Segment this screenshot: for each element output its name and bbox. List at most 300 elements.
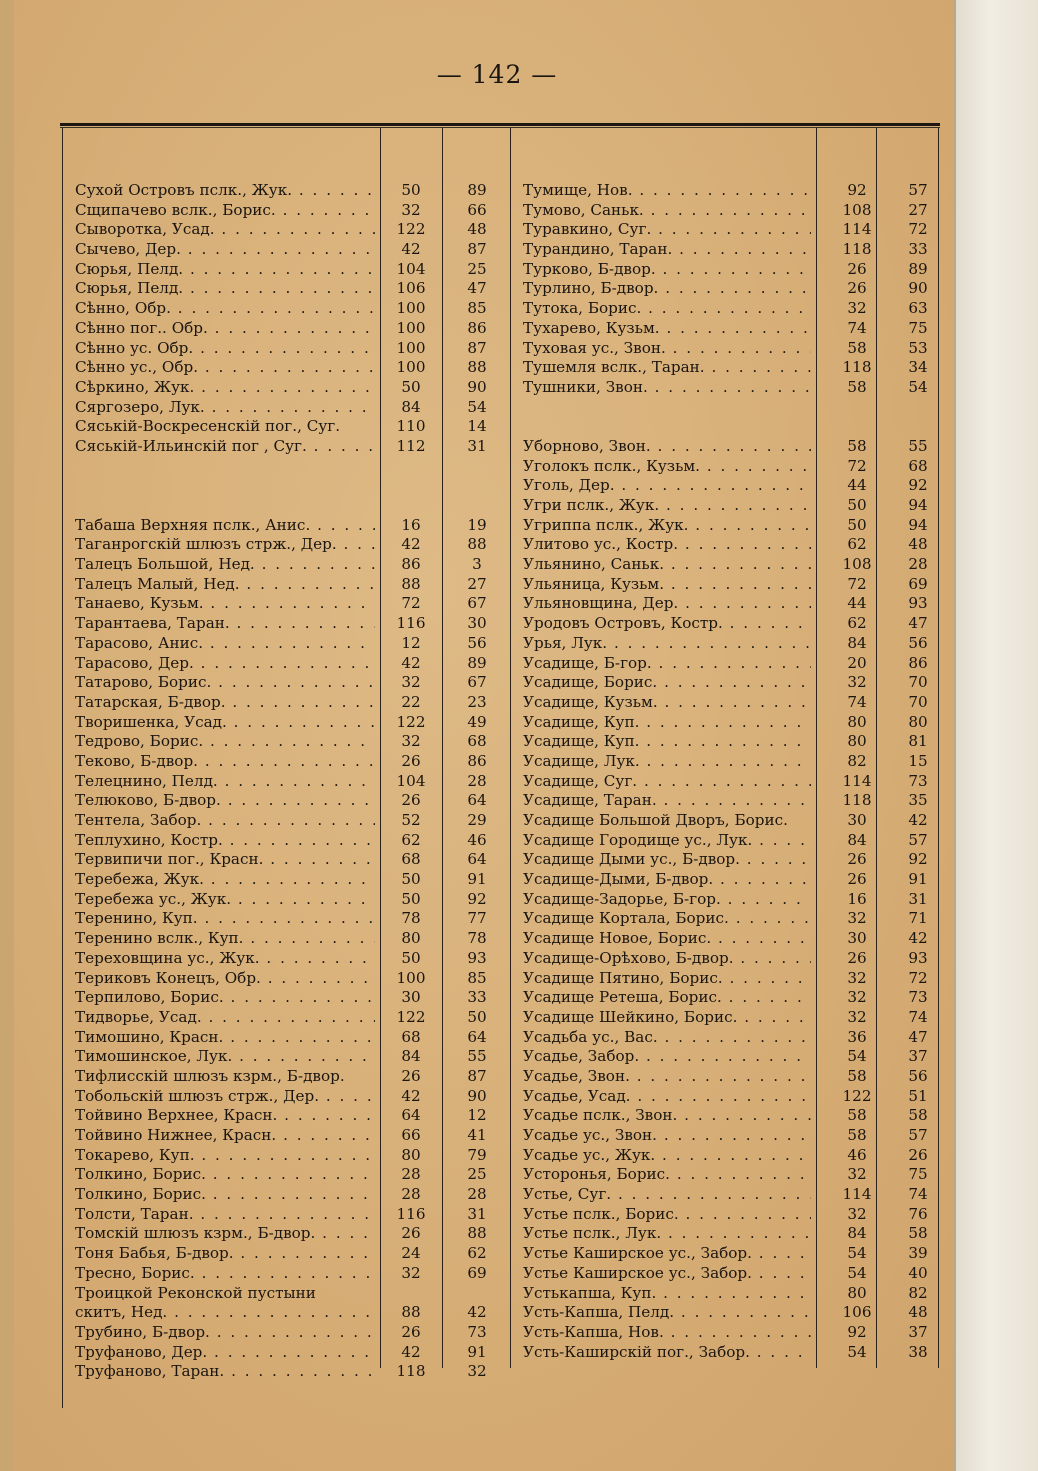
index-entry — [75, 437, 515, 457]
index-entry — [75, 240, 515, 260]
entry-number-a: 50 — [401, 870, 421, 889]
entry-number-a: 116 — [396, 614, 426, 633]
entry-number-b: 49 — [467, 712, 487, 731]
entry-number-a: 26 — [847, 279, 867, 298]
index-entry — [523, 969, 943, 989]
entry-number-b: 93 — [908, 594, 928, 613]
entry-number-b: 64 — [467, 791, 487, 810]
entry-name: Тидворье, Усад. . . . — [75, 1008, 375, 1028]
entry-number-a: 52 — [401, 811, 421, 829]
entry-number-b: 31 — [908, 889, 928, 908]
entry-number-a: 26 — [401, 1224, 421, 1243]
entry-number-b: 92 — [467, 889, 487, 908]
entry-number-a: 22 — [401, 692, 421, 711]
entry-number-b: 88 — [467, 358, 487, 377]
entry-number-b: 94 — [908, 515, 928, 534]
index-entry — [523, 1146, 943, 1166]
entry-number-b: 89 — [908, 259, 928, 278]
index-entry — [75, 693, 515, 713]
entry-number-b: 73 — [908, 771, 928, 790]
entry-name: Сщипачево вслк., Борис. . . . — [75, 201, 375, 221]
index-entry — [523, 201, 943, 221]
entry-number-b: 38 — [908, 1342, 928, 1361]
entry-number-b: 48 — [908, 1303, 928, 1322]
entry-name: Тедрово, Борис. . . . — [75, 732, 375, 752]
entry-number-b: 57 — [908, 830, 928, 849]
entry-name: Тумище, Нов. . . . — [523, 181, 811, 201]
index-entry — [75, 614, 515, 634]
entry-number-a: 58 — [847, 1106, 867, 1125]
column-divider — [62, 128, 63, 1408]
entry-name: Усадище-Дыми, Б-двор. . . . — [523, 870, 811, 890]
entry-name: Тарантаева, Таран. . . . — [75, 614, 375, 634]
entry-number-b: 47 — [467, 279, 487, 298]
entry-name: Уродовъ Островъ, Костр. . . . — [523, 614, 811, 634]
entry-number-b: 63 — [908, 299, 928, 318]
entry-number-b: 19 — [467, 515, 487, 534]
entry-name: Устье Каширское ус., Забор. . . . — [523, 1264, 811, 1284]
index-entry — [523, 220, 943, 240]
entry-name: Тумово, Саньк. . . . — [523, 201, 811, 221]
entry-name: Тимошино, Красн. . . . — [75, 1028, 375, 1048]
index-entry — [75, 732, 515, 752]
entry-number-a: 84 — [401, 397, 421, 416]
entry-number-a: 100 — [396, 968, 426, 987]
entry-number-a: 104 — [396, 259, 426, 278]
index-entry — [523, 870, 943, 890]
blank-row — [523, 398, 943, 418]
entry-name: Трубино, Б-двор. . . . — [75, 1323, 375, 1343]
entry-number-b: 42 — [908, 811, 928, 829]
index-entry — [75, 417, 515, 437]
entry-name: Турандино, Таран. . . . — [523, 240, 811, 260]
entry-name: Турлино, Б-двор. . . . — [523, 279, 811, 299]
index-entry — [523, 476, 943, 496]
index-entry — [523, 634, 943, 654]
entry-number-a: 92 — [847, 181, 867, 199]
entry-name: Улитово ус., Костр. . . . — [523, 535, 811, 555]
top-rule-thin — [60, 127, 940, 128]
entry-name: Туховая ус., Звон. . . . — [523, 339, 811, 359]
index-entry — [523, 949, 943, 969]
index-entry — [523, 831, 943, 851]
entry-name: Толкино, Борис. . . . — [75, 1165, 375, 1185]
entry-number-a: 118 — [842, 240, 872, 259]
index-entry — [523, 713, 943, 733]
index-entry — [75, 535, 515, 555]
entry-number-b: 94 — [908, 496, 928, 514]
index-entry — [75, 1244, 515, 1264]
entry-number-a: 118 — [842, 791, 872, 810]
entry-number-b: 64 — [467, 1027, 487, 1046]
entry-number-b: 87 — [467, 240, 487, 259]
entry-number-b: 79 — [467, 1145, 487, 1164]
entry-number-a: 26 — [847, 870, 867, 889]
entry-number-a: 30 — [847, 929, 867, 948]
entry-number-a: 116 — [396, 1204, 426, 1223]
entry-number-b: 48 — [467, 220, 487, 239]
entry-number-b: 69 — [467, 1263, 487, 1282]
entry-name: Ульяница, Кузьм. . . . — [523, 575, 811, 595]
entry-number-b: 53 — [908, 338, 928, 357]
index-entry — [523, 1244, 943, 1264]
index-entry — [523, 1008, 943, 1028]
index-entry — [75, 201, 515, 221]
index-entry — [75, 791, 515, 811]
entry-number-a: 32 — [847, 988, 867, 1007]
entry-number-b: 56 — [467, 633, 487, 652]
entry-number-b: 90 — [467, 1086, 487, 1105]
index-entry — [523, 339, 943, 359]
index-entry — [523, 555, 943, 575]
entry-number-b: 71 — [908, 909, 928, 928]
entry-name: Сѣркино, Жук. . . . — [75, 378, 375, 398]
entry-name: Усадище-Задорье, Б-гор. . . . — [523, 890, 811, 910]
blank-row — [75, 476, 515, 496]
entry-number-b: 54 — [467, 397, 487, 416]
entry-number-a: 54 — [847, 1263, 867, 1282]
index-entry — [75, 1362, 515, 1382]
entry-name: Усадье, Усад. . . . — [523, 1087, 811, 1107]
entry-number-b: 70 — [908, 692, 928, 711]
entry-number-b: 90 — [908, 279, 928, 298]
entry-name: Териковъ Конецъ, Обр. . . . — [75, 969, 375, 989]
entry-number-a: 122 — [396, 1007, 426, 1026]
entry-number-a: 32 — [847, 1204, 867, 1223]
index-entry — [523, 1165, 943, 1185]
index-entry — [523, 1126, 943, 1146]
entry-number-a: 58 — [847, 377, 867, 396]
entry-name: Тухарево, Кузьм. . . . — [523, 319, 811, 339]
entry-number-b: 56 — [908, 1066, 928, 1085]
entry-name: Усадище, Борис. . . . — [523, 673, 811, 693]
entry-number-a: 30 — [401, 988, 421, 1007]
entry-name: Усадище Пятино, Борис. . . . — [523, 969, 811, 989]
entry-number-b: 73 — [908, 988, 928, 1007]
entry-number-a: 32 — [847, 1165, 867, 1184]
index-entry — [523, 299, 943, 319]
entry-number-a: 104 — [396, 771, 426, 790]
entry-number-b: 55 — [467, 1047, 487, 1066]
entry-number-b: 93 — [467, 948, 487, 967]
entry-number-a: 26 — [401, 791, 421, 810]
entry-name: Тифлисскій шлюзъ кзрм., Б-двор. — [75, 1066, 345, 1085]
entry-number-b: 34 — [908, 358, 928, 377]
entry-number-b: 47 — [908, 1027, 928, 1046]
index-entry — [523, 260, 943, 280]
entry-name: Устье пслк., Лук. . . . — [523, 1224, 811, 1244]
index-entry — [75, 1303, 515, 1323]
entry-number-a: 66 — [401, 1126, 421, 1144]
index-entry — [523, 614, 943, 634]
index-entry — [75, 1284, 515, 1304]
entry-number-b: 89 — [467, 653, 487, 672]
entry-number-b: 47 — [908, 614, 928, 633]
entry-name: Танаево, Кузьм. . . . — [75, 594, 375, 614]
entry-name: Терпилово, Борис. . . . — [75, 988, 375, 1008]
entry-number-b: 55 — [908, 436, 928, 455]
index-entry — [75, 654, 515, 674]
index-entry — [523, 850, 943, 870]
index-entry — [75, 575, 515, 595]
entry-name: Тутока, Борис. . . . — [523, 299, 811, 319]
index-entry — [523, 1323, 943, 1343]
entry-number-b: 75 — [908, 318, 928, 337]
entry-number-b: 85 — [467, 299, 487, 318]
entry-number-b: 31 — [467, 436, 487, 455]
entry-name: Усть-Каширскій пог., Забор. . . . — [523, 1343, 811, 1363]
index-entry — [523, 319, 943, 339]
entry-name: Сѣнно, Обр. . . . — [75, 299, 375, 319]
index-entry — [75, 909, 515, 929]
entry-number-b: 92 — [908, 476, 928, 495]
index-entry — [75, 1008, 515, 1028]
entry-name: Толкино, Борис. . . . — [75, 1185, 375, 1205]
entry-name: Угриппа пслк., Жук. . . . — [523, 516, 811, 536]
entry-name: Угри пслк., Жук. . . . — [523, 496, 811, 516]
entry-number-a: 84 — [847, 830, 867, 849]
entry-number-a: 42 — [401, 653, 421, 672]
entry-name: Усадище, Таран. . . . — [523, 791, 811, 811]
entry-number-a: 68 — [401, 1027, 421, 1046]
entry-number-a: 26 — [401, 751, 421, 770]
index-entry — [523, 1224, 943, 1244]
entry-number-a: 80 — [847, 712, 867, 731]
entry-number-a: 122 — [396, 712, 426, 731]
entry-number-a: 42 — [401, 1342, 421, 1361]
entry-number-b: 46 — [467, 830, 487, 849]
entry-number-a: 50 — [847, 496, 867, 514]
index-entry — [523, 929, 943, 949]
entry-number-a: 24 — [401, 1244, 421, 1263]
index-entry — [523, 240, 943, 260]
entry-number-b: 85 — [467, 968, 487, 987]
entry-number-a: 46 — [847, 1145, 867, 1164]
entry-number-b: 39 — [908, 1244, 928, 1263]
entry-number-b: 91 — [467, 870, 487, 889]
entry-number-a: 16 — [847, 889, 867, 908]
entry-number-b: 58 — [908, 1106, 928, 1125]
entry-name: Теплухино, Костр. . . . — [75, 831, 375, 851]
index-entry — [75, 220, 515, 240]
index-entry — [75, 969, 515, 989]
index-entry — [75, 1165, 515, 1185]
entry-number-b: 92 — [908, 850, 928, 869]
index-entry — [75, 339, 515, 359]
entry-number-b: 32 — [467, 1362, 487, 1381]
entry-number-a: 80 — [847, 732, 867, 751]
entry-number-a: 50 — [401, 181, 421, 199]
entry-number-a: 12 — [401, 633, 421, 652]
index-entry — [523, 772, 943, 792]
entry-number-a: 100 — [396, 358, 426, 377]
entry-number-b: 91 — [467, 1342, 487, 1361]
entry-name: Усадище Городище ус., Лук. . . . — [523, 831, 811, 851]
entry-number-a: 26 — [401, 1066, 421, 1085]
entry-name: Толсти, Таран. . . . — [75, 1205, 375, 1225]
entry-number-a: 82 — [847, 751, 867, 770]
entry-number-a: 32 — [401, 732, 421, 751]
index-entry — [75, 1106, 515, 1126]
entry-number-b: 67 — [467, 673, 487, 692]
entry-number-b: 74 — [908, 1185, 928, 1204]
entry-name: Теребежа, Жук. . . . — [75, 870, 375, 890]
entry-number-a: 100 — [396, 299, 426, 318]
entry-name: Туравкино, Суг. . . . — [523, 220, 811, 240]
entry-name: Сѣнно пог.. Обр. . . . — [75, 319, 375, 339]
index-entry — [523, 1028, 943, 1048]
index-entry — [75, 358, 515, 378]
index-entry — [75, 1205, 515, 1225]
index-entry — [523, 358, 943, 378]
entry-number-b: 57 — [908, 1126, 928, 1144]
entry-number-b: 35 — [908, 791, 928, 810]
entry-number-a: 62 — [847, 614, 867, 633]
entry-number-b: 28 — [467, 771, 487, 790]
entry-number-b: 88 — [467, 1224, 487, 1243]
entry-number-a: 42 — [401, 1086, 421, 1105]
entry-number-a: 74 — [847, 318, 867, 337]
entry-number-a: 32 — [847, 909, 867, 928]
entry-number-b: 76 — [908, 1204, 928, 1223]
entry-number-b: 14 — [467, 417, 487, 436]
entry-number-b: 48 — [908, 535, 928, 554]
entry-number-a: 32 — [847, 1007, 867, 1026]
entry-number-b: 66 — [467, 200, 487, 219]
entry-number-b: 41 — [467, 1126, 487, 1144]
index-entry — [75, 1146, 515, 1166]
entry-number-b: 87 — [467, 338, 487, 357]
entry-name: Сыворотка, Усад. . . . — [75, 220, 375, 240]
entry-number-b: 29 — [467, 811, 487, 829]
entry-name: Усадье, Забор. . . . — [523, 1047, 811, 1067]
index-entry — [75, 1343, 515, 1363]
entry-number-a: 44 — [847, 476, 867, 495]
entry-number-a: 100 — [396, 338, 426, 357]
top-rule — [60, 123, 940, 126]
entry-number-b: 25 — [467, 1165, 487, 1184]
entry-number-a: 122 — [842, 1086, 872, 1105]
entry-number-a: 50 — [847, 515, 867, 534]
entry-number-b: 82 — [908, 1283, 928, 1302]
entry-name: Усадище Новое, Борис. . . . — [523, 929, 811, 949]
entry-name: Ульянино, Саньк. . . . — [523, 555, 811, 575]
entry-number-b: 91 — [908, 870, 928, 889]
index-entry — [523, 654, 943, 674]
entry-number-a: 84 — [847, 633, 867, 652]
entry-number-a: 54 — [847, 1047, 867, 1066]
entry-name: Устье пслк., Борис. . . . — [523, 1205, 811, 1225]
index-entry — [75, 319, 515, 339]
page-header — [0, 60, 1038, 89]
entry-name: Татарово, Борис. . . . — [75, 673, 375, 693]
entry-name: Усадище, Куп. . . . — [523, 732, 811, 752]
entry-name: Теково, Б-двор. . . . — [75, 752, 375, 772]
entry-name: Талецъ Большой, Нед. . . . — [75, 555, 375, 575]
index-entry — [523, 594, 943, 614]
entry-number-b: 50 — [467, 1007, 487, 1026]
entry-name: Тоня Бабья, Б-двор. . . . — [75, 1244, 375, 1264]
index-entry — [523, 378, 943, 398]
entry-number-a: 80 — [401, 1145, 421, 1164]
entry-number-b: 86 — [908, 653, 928, 672]
index-entry — [75, 988, 515, 1008]
page-edge-strip — [954, 0, 1038, 1471]
entry-number-a: 50 — [401, 377, 421, 396]
entry-number-a: 58 — [847, 1126, 867, 1144]
entry-name: Усадьба ус., Вас. . . . — [523, 1028, 811, 1048]
entry-name: Сухой Островъ пслк., Жук. . . . — [75, 181, 375, 201]
entry-number-b: 28 — [467, 1185, 487, 1204]
entry-name: Устье, Суг. . . . — [523, 1185, 811, 1205]
index-entry — [523, 909, 943, 929]
entry-number-b: 31 — [467, 1204, 487, 1223]
blank-row — [75, 457, 515, 477]
index-entry — [523, 1205, 943, 1225]
entry-name: Уборново, Звон. . . . — [523, 437, 811, 457]
index-entry — [75, 1067, 515, 1087]
index-entry — [523, 535, 943, 555]
entry-number-a: 28 — [401, 1185, 421, 1204]
entry-name: Усадье пслк., Звон. . . . — [523, 1106, 811, 1126]
entry-number-a: 110 — [396, 417, 426, 436]
entry-name: Устькапша, Куп. . . . — [523, 1284, 811, 1304]
entry-number-a: 114 — [842, 220, 872, 239]
entry-number-a: 54 — [847, 1244, 867, 1263]
entry-number-a: 50 — [401, 948, 421, 967]
entry-name: Турково, Б-двор. . . . — [523, 260, 811, 280]
entry-number-a: 44 — [847, 594, 867, 613]
entry-name: Теренино, Куп. . . . — [75, 909, 375, 929]
entry-number-a: 114 — [842, 1185, 872, 1204]
entry-number-a: 32 — [847, 673, 867, 692]
entry-number-a: 100 — [396, 318, 426, 337]
entry-name: Таганрогскій шлюзъ стрж., Дер. . . . — [75, 535, 375, 555]
entry-number-a: 86 — [401, 555, 421, 574]
index-entry — [523, 1264, 943, 1284]
index-entry — [523, 1185, 943, 1205]
entry-number-b: 90 — [467, 377, 487, 396]
entry-number-b: 68 — [467, 732, 487, 751]
blank-row — [523, 417, 943, 437]
index-entry — [523, 1284, 943, 1304]
entry-number-b: 37 — [908, 1047, 928, 1066]
entry-name: Тойвино Верхнее, Красн. . . . — [75, 1106, 375, 1126]
entry-name: Сяській-Ильинскій пог , Суг. . . . — [75, 437, 375, 457]
index-entry — [75, 929, 515, 949]
index-entry — [75, 811, 515, 831]
entry-number-a: 32 — [401, 1263, 421, 1282]
index-entry — [75, 594, 515, 614]
entry-number-a: 32 — [847, 299, 867, 318]
entry-number-a: 32 — [401, 200, 421, 219]
entry-number-b: 27 — [908, 200, 928, 219]
entry-name: Устье Каширское ус., Забор. . . . — [523, 1244, 811, 1264]
entry-name: Сяській-Воскресенскій пог., Суг. — [75, 417, 341, 436]
index-entry — [75, 279, 515, 299]
index-entry — [523, 791, 943, 811]
entry-name: Усадище Ретеша, Борис. . . . — [523, 988, 811, 1008]
entry-name: Тушемля вслк., Таран. . . . — [523, 358, 811, 378]
index-entry — [75, 1126, 515, 1146]
entry-number-b: 42 — [908, 929, 928, 948]
entry-name: Тервипичи пог., Красн. . . . — [75, 850, 375, 870]
entry-name: Сюрья, Пелд. . . . — [75, 279, 375, 299]
entry-name: Тарасово, Дер. . . . — [75, 654, 375, 674]
entry-name: Уголокъ пслк., Кузьм. . . . — [523, 457, 811, 477]
entry-number-b: 88 — [467, 535, 487, 554]
entry-number-b: 86 — [467, 751, 487, 770]
